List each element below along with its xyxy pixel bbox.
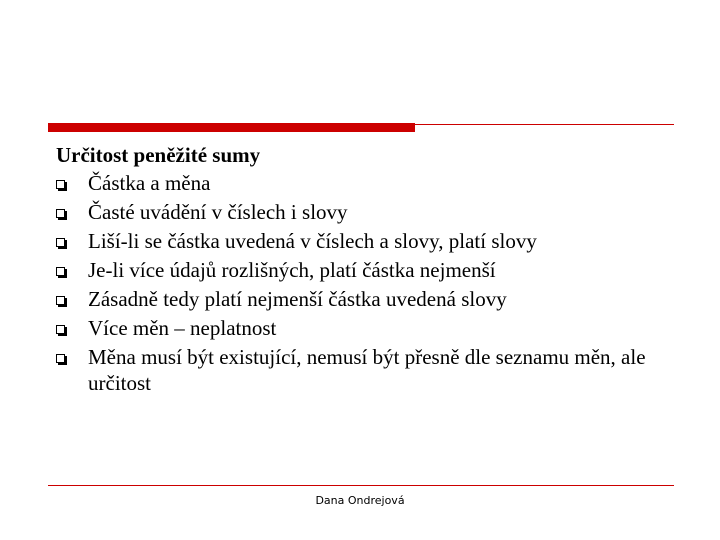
slide-content: [56, 140, 686, 399]
slide-title: Určitost peněžité sumy: [56, 143, 261, 167]
hollow-square-bullet-icon: [56, 209, 65, 218]
list-item: [56, 170, 686, 196]
title-divider-line: [415, 124, 674, 125]
hollow-square-bullet-icon: [56, 325, 65, 334]
list-item: [56, 199, 686, 225]
hollow-square-bullet-icon: [56, 354, 65, 363]
title-accent-bar: [48, 123, 415, 132]
list-item: [56, 257, 686, 283]
footer-divider-line: [48, 485, 674, 486]
hollow-square-bullet-icon: [56, 238, 65, 247]
bullet-text: Měna musí být existující, nemusí být přesně dle seznamu měn, ale určitost: [88, 345, 646, 395]
bullet-text: Více měn – neplatnost: [88, 316, 277, 340]
hollow-square-bullet-icon: [56, 180, 65, 189]
bullet-text: Časté uvádění v číslech i slovy: [88, 200, 348, 224]
hollow-square-bullet-icon: [56, 296, 65, 305]
list-item: [56, 344, 686, 396]
hollow-square-bullet-icon: [56, 267, 65, 276]
list-item: [56, 228, 686, 254]
bullet-list: [56, 170, 686, 396]
list-item: [56, 286, 686, 312]
footer-author: Dana Ondrejová: [315, 494, 405, 507]
bullet-text: Částka a měna: [88, 171, 211, 195]
bullet-text: Liší-li se částka uvedená v číslech a slovy, platí slovy: [88, 229, 537, 253]
bullet-text: Je-li více údajů rozlišných, platí částka nejmenší: [88, 258, 496, 282]
bullet-text: Zásadně tedy platí nejmenší částka uvedená slovy: [88, 287, 507, 311]
list-item: [56, 315, 686, 341]
